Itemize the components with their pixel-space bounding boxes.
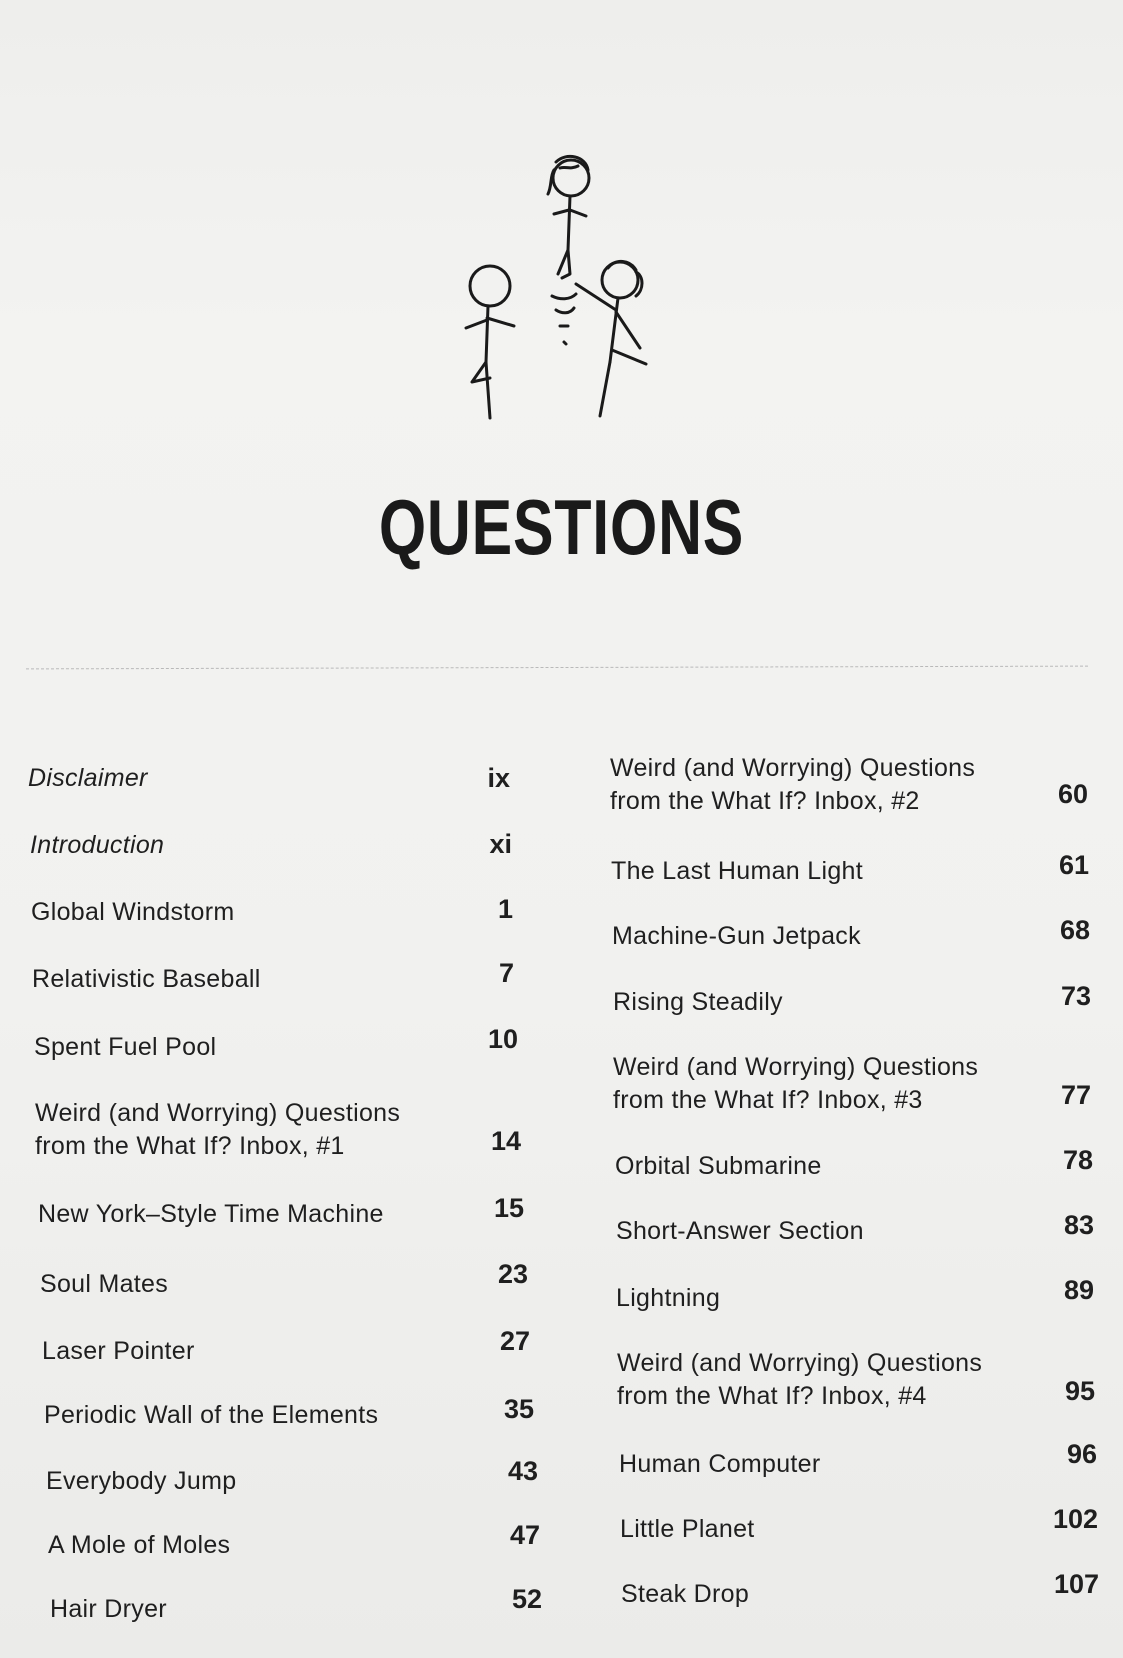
toc-entry-title: Periodic Wall of the Elements bbox=[44, 1401, 379, 1429]
toc-entry-page: 96 bbox=[1066, 1439, 1097, 1469]
toc-entry-page: 102 bbox=[1052, 1504, 1098, 1534]
toc-entry-title: Rising Steadily bbox=[613, 988, 783, 1016]
toc-entry-title-line2: from the What If? Inbox, #1 bbox=[35, 1132, 345, 1160]
toc-entry-title: Little Planet bbox=[620, 1515, 755, 1543]
toc-entry-title: Global Windstorm bbox=[31, 898, 235, 926]
toc-entry-title: A Mole of Moles bbox=[48, 1531, 231, 1559]
toc-entry-title: Weird (and Worrying) Questions bbox=[613, 1053, 979, 1081]
toc-entry-title: Short-Answer Section bbox=[616, 1217, 864, 1245]
toc-entry-title: Hair Dryer bbox=[50, 1595, 167, 1623]
toc-entry-page: ix bbox=[487, 763, 510, 793]
toc-entry-page: xi bbox=[489, 829, 512, 859]
jumping-stick-figure bbox=[548, 156, 589, 344]
toc-entry-page: 23 bbox=[497, 1259, 528, 1289]
toc-entry-title-line2: from the What If? Inbox, #4 bbox=[617, 1382, 927, 1410]
toc-entry-title-line2: from the What If? Inbox, #2 bbox=[610, 787, 920, 815]
toc-entry-page: 89 bbox=[1063, 1275, 1094, 1305]
toc-entry-page: 83 bbox=[1063, 1210, 1094, 1240]
toc-entry-title: Disclaimer bbox=[28, 764, 148, 792]
toc-entry-page: 60 bbox=[1057, 779, 1088, 809]
toc-entry-page: 7 bbox=[498, 958, 514, 988]
toc-entry-title: Spent Fuel Pool bbox=[34, 1033, 217, 1061]
toc-entry-page: 107 bbox=[1053, 1569, 1099, 1599]
toc-entry-title-line2: from the What If? Inbox, #3 bbox=[613, 1086, 923, 1114]
toc-entry-page: 52 bbox=[511, 1584, 542, 1614]
page-title: QUESTIONS bbox=[378, 483, 745, 571]
toc-entry-title: Steak Drop bbox=[621, 1580, 750, 1608]
toc-entry bbox=[610, 752, 1090, 822]
toc-entry-title: Everybody Jump bbox=[46, 1467, 237, 1495]
toc-entry-page: 14 bbox=[490, 1126, 521, 1156]
toc-entry bbox=[35, 1097, 525, 1167]
toc-entry-page: 95 bbox=[1064, 1376, 1095, 1406]
toc-entry-page: 35 bbox=[503, 1394, 534, 1424]
toc-entry bbox=[613, 1051, 1093, 1121]
toc-entry-page: 15 bbox=[493, 1193, 524, 1223]
toc-entry-title: Weird (and Worrying) Questions bbox=[617, 1349, 983, 1377]
toc-entry-title: Laser Pointer bbox=[42, 1337, 195, 1365]
right-stick-figure bbox=[576, 261, 646, 416]
left-stick-figure bbox=[466, 266, 514, 418]
toc-entry-title: Relativistic Baseball bbox=[32, 965, 261, 993]
toc-entry-page: 10 bbox=[487, 1024, 518, 1054]
dashed-divider bbox=[26, 666, 1088, 670]
toc-entry-title: New York–Style Time Machine bbox=[38, 1200, 384, 1228]
toc-entry-page: 43 bbox=[507, 1456, 538, 1486]
toc-entry-title: Human Computer bbox=[619, 1450, 821, 1478]
toc-entry-title: Machine-Gun Jetpack bbox=[612, 922, 861, 950]
toc-entry-title: Weird (and Worrying) Questions bbox=[610, 754, 976, 782]
toc-entry-title: Orbital Submarine bbox=[615, 1152, 822, 1180]
toc-entry-title: Introduction bbox=[30, 831, 165, 859]
toc-entry-title: Soul Mates bbox=[40, 1270, 169, 1298]
toc-entry-page: 78 bbox=[1062, 1145, 1093, 1175]
toc-entry-page: 73 bbox=[1060, 981, 1091, 1011]
toc-entry-page: 68 bbox=[1059, 915, 1090, 945]
toc-entry-page: 1 bbox=[497, 894, 513, 924]
toc-entry-page: 47 bbox=[509, 1520, 540, 1550]
toc-entry-page: 61 bbox=[1058, 850, 1089, 880]
toc-entry-title: Weird (and Worrying) Questions bbox=[35, 1099, 401, 1127]
toc-entry-title: Lightning bbox=[616, 1284, 721, 1312]
stick-figures-illustration bbox=[430, 150, 690, 430]
toc-entry-title: The Last Human Light bbox=[611, 857, 863, 885]
toc-entry-page: 77 bbox=[1060, 1080, 1091, 1110]
toc-entry-page: 27 bbox=[499, 1326, 530, 1356]
toc-entry bbox=[617, 1347, 1097, 1417]
